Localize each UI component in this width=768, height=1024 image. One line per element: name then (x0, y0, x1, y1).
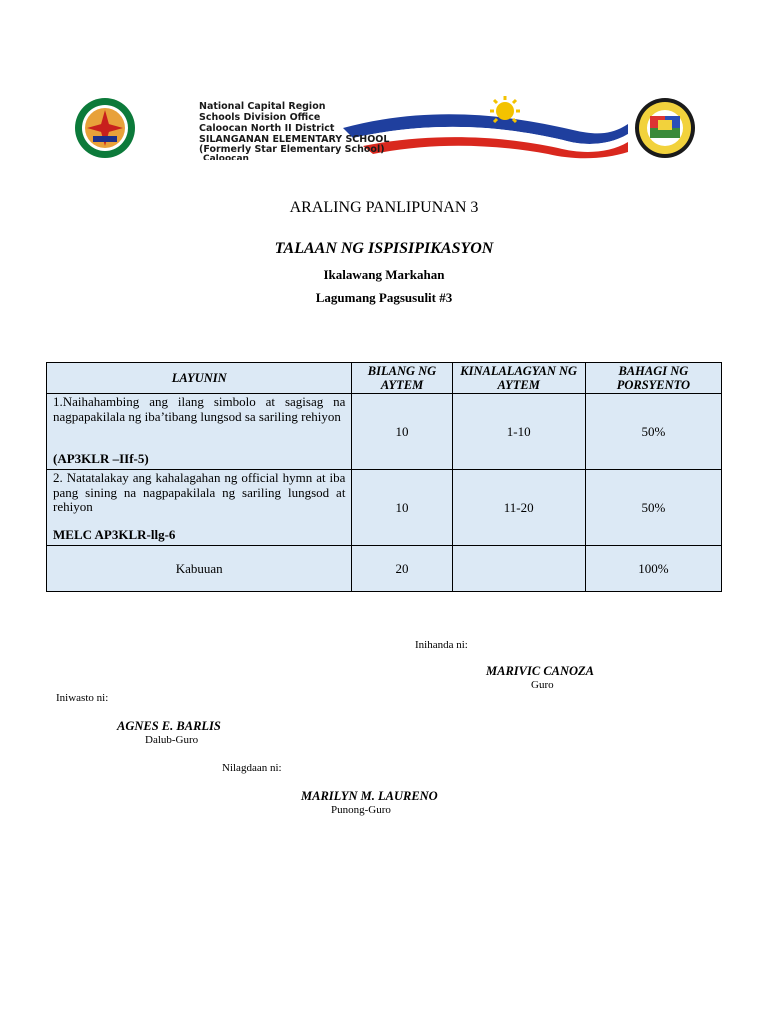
specification-table (46, 362, 722, 592)
total-percent-cell: 100% (585, 546, 721, 592)
approved-by-label: Nilagdaan ni: (222, 762, 282, 774)
approved-by-role: Punong-Guro (331, 804, 391, 816)
total-items-cell: 20 (352, 546, 452, 592)
letterhead-line: SILANGANAN ELEMENTARY SCHOOL (199, 134, 390, 145)
column-header-percent: BAHAGI NG PORSYENTO (585, 363, 721, 394)
objective-text: 2. Natatalakay ang kahalagahan ng official hymn at iba pang sining na nagpapakilala ng sariling lungsod at rehiyon (53, 470, 346, 514)
table-row (47, 394, 722, 470)
test-label: Lagumang Pagsusulit #3 (315, 290, 453, 305)
item-count-cell: 10 (352, 470, 452, 546)
total-placement-cell (452, 546, 585, 592)
letterhead-graphic (53, 94, 731, 160)
school-seal-left (75, 98, 135, 158)
subject-title: ARALING PANLIPUNAN 3 (289, 199, 479, 216)
objective-cell (47, 470, 352, 546)
total-row (47, 546, 722, 592)
letterhead-line: Schools Division Office (199, 112, 321, 123)
document-title: TALAAN NG ISPISIPIKASYON (274, 240, 494, 257)
item-count-cell: 10 (352, 394, 452, 470)
checked-by-label: Iniwasto ni: (56, 692, 109, 704)
letterhead-banner (53, 94, 731, 160)
item-placement-cell: 1-10 (452, 394, 585, 470)
percent-cell: 50% (585, 394, 721, 470)
letterhead-line: Caloocan North II District (199, 123, 335, 134)
letterhead-line: National Capital Region (199, 101, 326, 112)
objective-cell (47, 394, 352, 470)
item-placement-cell: 11-20 (452, 470, 585, 546)
column-header-item-count: BILANG NG AYTEM (352, 363, 452, 394)
total-label-cell: Kabuuan (47, 546, 352, 592)
prepared-by-label: Inihanda ni: (415, 639, 468, 651)
division-seal-right (635, 98, 695, 158)
table-row (47, 470, 722, 546)
competency-code: MELC AP3KLR-llg-6 (53, 526, 176, 542)
letterhead-line: (Formerly Star Elementary School) (199, 144, 385, 155)
prepared-by-name: MARIVIC CANOZA (486, 664, 595, 678)
prepared-by-role: Guro (531, 679, 554, 691)
letterhead-line: Caloocan (203, 154, 249, 160)
checked-by-name: AGNES E. BARLIS (117, 719, 221, 733)
quarter-label: Ikalawang Markahan (323, 267, 445, 282)
column-header-item-placement: KINALALAGYAN NG AYTEM (452, 363, 585, 394)
checked-by-role: Dalub-Guro (145, 734, 199, 746)
approved-by-name: MARILYN M. LAURENO (301, 789, 438, 803)
competency-code: (AP3KLR –IIf-5) (53, 450, 149, 466)
objective-text: 1.Naihahambing ang ilang simbolo at sagisag na nagpapakilala ng iba’tibang lungsod sa sariling rehiyon (53, 394, 346, 424)
table-header-row (47, 363, 722, 394)
column-header-objective: LAYUNIN (47, 363, 352, 394)
percent-cell: 50% (585, 470, 721, 546)
